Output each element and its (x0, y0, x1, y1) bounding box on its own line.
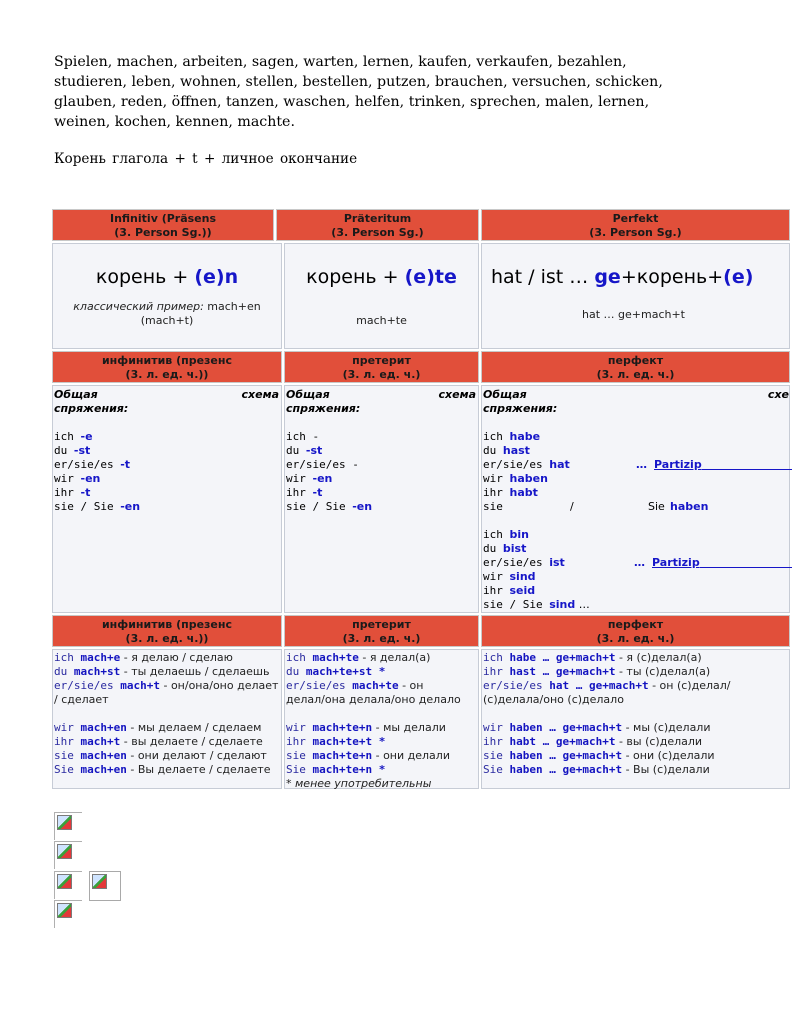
translation: - мы (с)делали (622, 721, 711, 734)
translation: - мы делали (372, 721, 446, 734)
verb-form: haben … ge+mach+t (509, 749, 623, 762)
header-infinitiv (52, 209, 274, 241)
translation: - я (с)делал(а) (615, 651, 702, 664)
translation: - ты (с)делал(а) (615, 665, 711, 678)
translation: - он (с)делал/ (648, 679, 731, 692)
pronoun: er/sie/es (483, 458, 550, 471)
conjugation-row (54, 749, 281, 763)
pronoun: sie / Sie (54, 500, 121, 513)
conjugation-cell-praeteritum (284, 649, 479, 789)
translation: - я делаю / сделаю (120, 651, 233, 664)
header-line-2: (3. л. ед. ч.)) (125, 631, 209, 645)
pronoun: wir (54, 721, 81, 734)
conjugation-row (483, 735, 789, 749)
formula-big (53, 266, 281, 288)
header-praeteritum (276, 209, 479, 241)
ending: -en (312, 472, 333, 485)
schema-word-2: схема (438, 388, 476, 401)
formula-ending: (e)te (404, 266, 457, 288)
conjugation-row (286, 749, 478, 763)
pronoun: du (54, 444, 74, 457)
header-perfekt-ru-2 (481, 615, 790, 647)
header-infinitiv-ru (52, 351, 282, 383)
ending-row (483, 570, 789, 584)
pronoun: er/sie/es (483, 556, 550, 569)
header-line-2: (3. л. ед. ч.) (596, 631, 675, 645)
pronoun: sie (483, 749, 510, 762)
translation: - вы делаете / сделаете (120, 735, 263, 748)
endings-list (286, 430, 478, 514)
header-line-1: Präteritum (343, 212, 412, 225)
header-line-1: перфект (607, 618, 664, 631)
image-placeholder (54, 871, 82, 899)
partizip-link: Partizip (652, 556, 700, 569)
translation: - Вы делаете / сделаете (126, 763, 271, 776)
partizip-underline (700, 567, 792, 568)
verb-list-paragraph: Spielen, machen, arbeiten, sagen, warten, lernen, kaufen, verkaufen, bezahlen, studieren, leben, wohnen, stellen, bestellen, putzen, brauchen, versuchen, schicken, glauben, reden, öffnen, tanzen, waschen, helfen, trinken, sprechen, malen, lernen, weinen, kochen, kennen, machte. (54, 54, 663, 130)
formula-root: корень + (95, 266, 195, 288)
image-placeholder (54, 900, 82, 928)
header-line-1: инфинитив (презенс (101, 618, 233, 631)
sein-list (483, 528, 789, 612)
conjugation-row (483, 721, 789, 735)
translation: - они (с)делали (622, 749, 715, 762)
header-line-1: инфинитив (презенс (101, 354, 233, 367)
verb-form: mach+st (73, 665, 121, 678)
footnote: * менее употребительны (286, 777, 432, 790)
verb-form: mach+te+n (312, 721, 373, 734)
verb-form: mach+te (312, 651, 359, 664)
verb-form: hast … ge+mach+t (509, 665, 616, 678)
schema-word-1: Общая (54, 388, 98, 401)
schema-word-1: Общая (286, 388, 330, 401)
ellipsis: … (575, 598, 590, 611)
conjugation-list (286, 651, 478, 777)
pronoun: sie (483, 500, 503, 513)
pronoun: du (286, 665, 306, 678)
ending-row (286, 444, 478, 458)
conjugation-row (483, 665, 789, 679)
pronoun: ihr (54, 735, 81, 748)
verb-form: mach+e (80, 651, 121, 664)
formula-line: Корень глагола + t + личное окончание (54, 151, 358, 167)
conjugation-row (483, 707, 789, 721)
pronoun: sie / Sie (286, 500, 353, 513)
broken-image-icon (57, 844, 72, 859)
header-line-2: (3. Person Sg.)) (114, 225, 212, 239)
verb-form: habe … ge+mach+t (509, 651, 616, 664)
schema-title (54, 388, 281, 402)
ending-row (54, 472, 281, 486)
pronoun: Sie (483, 763, 510, 776)
conjugation-row (483, 763, 789, 777)
formula-example (53, 300, 281, 328)
ending-row (483, 598, 789, 612)
conjugation-row (54, 693, 281, 707)
verb-form: haben … ge+mach+t (509, 721, 623, 734)
example-label: классический пример: (73, 300, 204, 313)
ending: -t (80, 486, 91, 499)
ending: bin (509, 528, 529, 541)
schema-word-2: схема (241, 388, 279, 401)
endings-list (54, 430, 281, 514)
translation: - он/она/оно делает (159, 679, 279, 692)
pronoun: ihr (483, 665, 510, 678)
header-line-1: претерит (352, 354, 411, 367)
header-perfekt-ru (481, 351, 790, 383)
broken-image-icon (57, 903, 72, 918)
pronoun: du (286, 444, 306, 457)
pronoun: er/sie/es (54, 458, 121, 471)
header-perfekt (481, 209, 790, 241)
pronoun: ihr (483, 735, 510, 748)
conjugation-row (286, 693, 478, 707)
conjugation-row (286, 679, 478, 693)
broken-image-icon (57, 874, 72, 889)
pronoun: er/sie/es (54, 679, 121, 692)
schema-title (286, 388, 478, 402)
formula-example: mach+te (356, 314, 407, 327)
ending: -en (120, 500, 141, 513)
ending: -st (73, 444, 91, 457)
header-line-2: (3. л. ед. ч.) (342, 367, 421, 381)
ending: -t (120, 458, 131, 471)
translation: - мы делаем / сделаем (126, 721, 262, 734)
ending: -t (312, 486, 323, 499)
conjugation-row (483, 749, 789, 763)
formula-root: корень + (306, 266, 405, 288)
ending-row (54, 430, 281, 444)
pronoun: er/sie/es - (286, 458, 359, 471)
pronoun: wir (286, 472, 313, 485)
header-line-2: (3. л. ед. ч.) (342, 631, 421, 645)
ending-row (483, 458, 789, 472)
conjugation-row (286, 735, 478, 749)
ending: -e (80, 430, 93, 443)
conjugation-row (286, 651, 478, 665)
ending-row (483, 584, 789, 598)
schema-title (483, 388, 789, 402)
ending-row (286, 430, 478, 444)
conjugation-row (286, 707, 478, 721)
ending-row (483, 542, 789, 556)
pronoun: er/sie/es (286, 679, 353, 692)
formula-root: +корень+ (620, 266, 724, 288)
ending-row (483, 486, 789, 500)
haben-list (483, 430, 789, 514)
ending-row (483, 500, 789, 514)
conjugation-cell-praesens (52, 649, 282, 789)
endings-cell-perfekt (481, 385, 790, 613)
ending: habe (509, 430, 541, 443)
verb-form: mach+en (80, 721, 127, 734)
verb-form: mach+te+n (312, 749, 373, 762)
ending: -en (80, 472, 101, 485)
image-placeholder (89, 871, 121, 901)
ending: sind (549, 598, 576, 611)
pronoun: ich (286, 651, 313, 664)
verb-form: mach+te+st * (305, 665, 386, 678)
pronoun: wir (483, 721, 510, 734)
pronoun: ihr (483, 486, 510, 499)
translation: - они делали (372, 749, 450, 762)
conjugation-table (50, 208, 790, 788)
conjugation-row (286, 721, 478, 735)
conjugation-row (483, 651, 789, 665)
pronoun: ihr (286, 486, 313, 499)
translation: (с)делала/оно (с)делало (483, 693, 624, 706)
pronoun: sie / Sie (483, 598, 550, 611)
ending-row (54, 500, 281, 514)
ending: habt (509, 486, 538, 499)
pronoun: ich - (286, 430, 320, 443)
verb-form: mach+t (80, 735, 121, 748)
ending-row (286, 472, 478, 486)
ending-row (286, 500, 478, 514)
pronoun: du (54, 665, 74, 678)
verb-form: mach+te (352, 679, 399, 692)
conjugation-row (54, 721, 281, 735)
pronoun: wir (286, 721, 313, 734)
ending-row (54, 444, 281, 458)
pronoun: du (483, 444, 503, 457)
verb-form: mach+te+t * (312, 735, 386, 748)
endings-cell-praesens (52, 385, 282, 613)
schema-subtitle: спряжения: (483, 402, 558, 415)
formula-ending: (e) (723, 266, 754, 288)
image-placeholder (54, 841, 82, 869)
partizip-underline (702, 469, 792, 470)
conjugation-row (54, 707, 281, 721)
partizip-link: Partizip (654, 458, 702, 471)
ending-row (54, 486, 281, 500)
ending: haben (509, 472, 548, 485)
pronoun: ich (483, 528, 510, 541)
header-praeteritum-ru-2 (284, 615, 479, 647)
verb-form: mach+te+n * (312, 763, 386, 776)
header-infinitiv-ru-2 (52, 615, 282, 647)
pronoun: wir (54, 472, 81, 485)
schema-word-2: схе (767, 388, 789, 401)
conjugation-row (483, 693, 789, 707)
verb-form: haben … ge+mach+t (509, 763, 623, 776)
translation: - ты делаешь / сделаешь (120, 665, 270, 678)
conjugation-row (54, 735, 281, 749)
verb-form: mach+en (80, 763, 127, 776)
verb-form: mach+en (80, 749, 127, 762)
ending: ist (549, 556, 565, 569)
translation: - вы (с)делали (615, 735, 703, 748)
endings-cell-praeteritum (284, 385, 479, 613)
pronoun: ich (483, 430, 510, 443)
slash: / (570, 500, 574, 513)
header-line-2: (3. л. ед. ч.)) (125, 367, 209, 381)
translation: / сделает (54, 693, 109, 706)
translation: - Вы (с)делали (622, 763, 710, 776)
ending: seid (509, 584, 536, 597)
formula-big (482, 266, 789, 288)
pronoun: Sie (286, 763, 313, 776)
partizip-dots: … (634, 556, 645, 569)
pronoun: sie (286, 749, 313, 762)
ending-row (483, 430, 789, 444)
ending: hat (549, 458, 570, 471)
verb-form: mach+t (120, 679, 160, 692)
pronoun: er/sie/es (483, 679, 550, 692)
pronoun: sie (54, 749, 81, 762)
ending: hast (502, 444, 530, 457)
pronoun: ihr (286, 735, 313, 748)
aux-haben: haben (670, 500, 709, 513)
image-placeholder (54, 812, 82, 840)
broken-image-icon (92, 874, 107, 889)
schema-subtitle: спряжения: (54, 402, 129, 415)
conjugation-list (483, 651, 789, 777)
ending: sind (509, 570, 536, 583)
conjugation-row (483, 679, 789, 693)
header-line-2: (3. л. ед. ч.) (596, 367, 675, 381)
pronoun: ihr (54, 486, 81, 499)
ending: bist (502, 542, 527, 555)
header-line-1: Infinitiv (Präsens (109, 212, 217, 225)
pronoun: ihr (483, 584, 510, 597)
ending-row (286, 486, 478, 500)
formula-prefix: ge (594, 266, 621, 288)
formula-example: hat … ge+mach+t (582, 308, 685, 321)
ending-row (483, 444, 789, 458)
header-praeteritum-ru (284, 351, 479, 383)
header-line-1: Perfekt (612, 212, 659, 225)
verb-form: hat … ge+mach+t (549, 679, 649, 692)
example-text: mach+en (mach+t) (140, 300, 261, 327)
conjugation-list (54, 651, 281, 777)
pronoun-sie: Sie (648, 500, 665, 513)
pronoun: ich (483, 651, 510, 664)
ending-row (483, 472, 789, 486)
schema-subtitle: спряжения: (286, 402, 361, 415)
conjugation-row (54, 665, 281, 679)
pronoun: ich (54, 430, 81, 443)
header-line-2: (3. Person Sg.) (331, 225, 424, 239)
conjugation-row (54, 651, 281, 665)
header-line-2: (3. Person Sg.) (589, 225, 682, 239)
formula-aux: hat / ist … (491, 266, 595, 288)
translation: - они делают / сделают (126, 749, 267, 762)
formula-big (285, 266, 478, 288)
formula-cell-infinitiv (52, 243, 282, 349)
conjugation-row (54, 763, 281, 777)
pronoun: wir (483, 472, 510, 485)
ending-row (54, 458, 281, 472)
formula-cell-praeteritum (284, 243, 479, 349)
pronoun: Sie (54, 763, 81, 776)
pronoun: ich (54, 651, 81, 664)
schema-word-1: Общая (483, 388, 527, 401)
ending-row (483, 528, 789, 542)
translation: делал/она делала/оно делало (286, 693, 461, 706)
broken-image-icon (57, 815, 72, 830)
verb-form: habt … ge+mach+t (509, 735, 616, 748)
translation: - он (398, 679, 424, 692)
formula-cell-perfekt (481, 243, 790, 349)
conjugation-row (54, 679, 281, 693)
conjugation-cell-perfekt (481, 649, 790, 789)
ending: -en (352, 500, 373, 513)
partizip-dots: … (636, 458, 647, 471)
ending-row (286, 458, 478, 472)
translation: - я делал(а) (358, 651, 431, 664)
ending-row (483, 556, 789, 570)
pronoun: wir (483, 570, 510, 583)
ending: -st (305, 444, 323, 457)
conjugation-row (286, 665, 478, 679)
conjugation-row (286, 763, 478, 777)
header-line-1: претерит (352, 618, 411, 631)
header-line-1: перфект (607, 354, 664, 367)
formula-ending: (e)n (194, 266, 239, 288)
pronoun: du (483, 542, 503, 555)
